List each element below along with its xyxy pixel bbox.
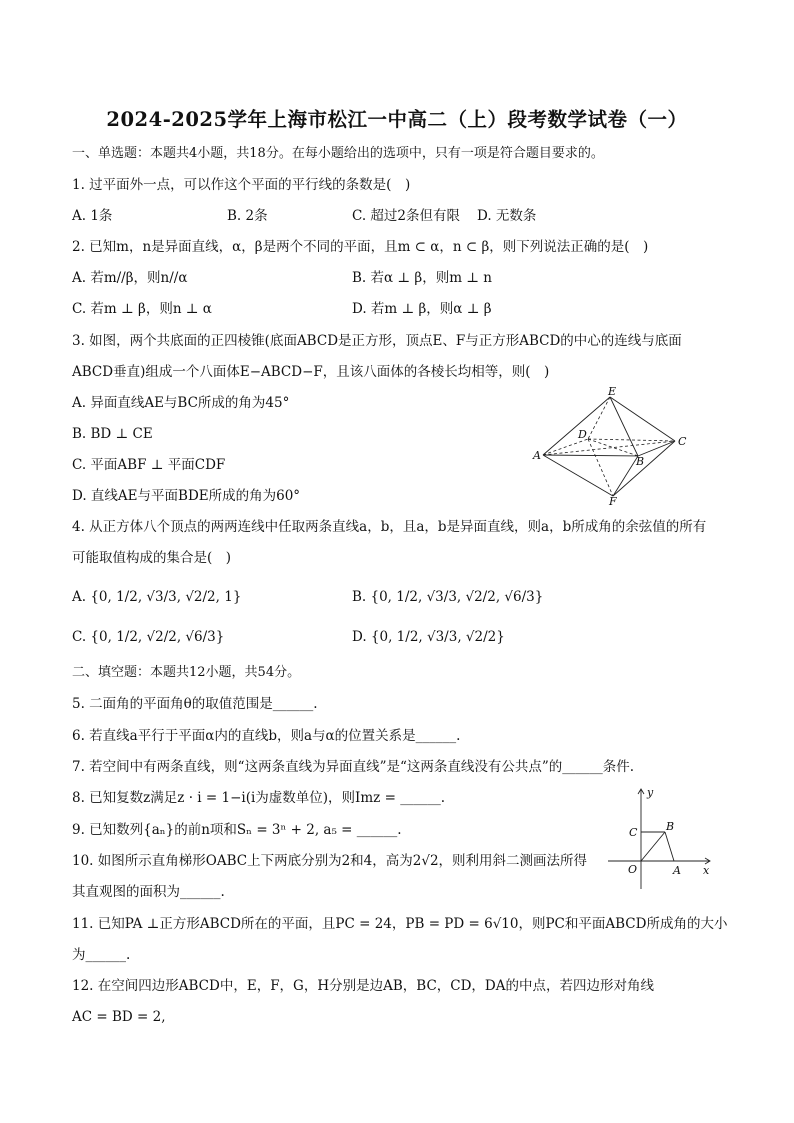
trapezoid-coordinate-figure (608, 785, 718, 890)
question-11-line1: 11. 已知PA ⊥正方形ABCD所在的平面，且PC = 24，PB = PD = 6√10，则PC和平面ABCD所成角的大小 (72, 916, 728, 932)
question-8: 8. 已知复数z满足z · i = 1−i(i为虚数单位)，则Imz = ______. (72, 790, 445, 806)
question-4-option-b: B. {0, 1/2, √3/3, √2/2, √6/3} (352, 589, 544, 605)
question-2-option-d: D. 若m ⊥ β，则α ⊥ β (352, 301, 492, 317)
question-4-option-c: C. {0, 1/2, √2/2, √6/3} (72, 629, 225, 645)
question-4-stem-line2: 可能取值构成的集合是( ) (72, 550, 232, 566)
point-label-a: A (673, 864, 681, 877)
question-1-option-d: D. 无数条 (477, 208, 537, 224)
edge-ec (610, 397, 675, 441)
vertex-label-a: A (533, 449, 541, 462)
axis-label-y: y (647, 786, 654, 799)
question-12-line1: 12. 在空间四边形ABCD中，E，F，G，H分别是边AB，BC，CD，DA的中点，若四边形对角线 (72, 978, 655, 994)
segment-ob (641, 832, 665, 861)
vertex-label-d: D (578, 428, 587, 441)
point-label-o: O (628, 863, 638, 876)
question-1-option-a: A. 1条 (72, 208, 113, 224)
edge-dc-hidden (588, 439, 675, 441)
axis-label-x: x (703, 864, 710, 877)
octahedron-figure (530, 385, 695, 505)
edge-ea (543, 397, 610, 455)
question-3-option-b: B. BD ⊥ CE (72, 426, 153, 442)
edge-cf (613, 441, 675, 496)
question-1-option-c: C. 超过2条但有限 (352, 208, 461, 224)
vertex-label-b: B (636, 455, 645, 468)
question-4-option-a: A. {0, 1/2, √3/3, √2/2, 1} (72, 589, 242, 605)
question-2-option-c: C. 若m ⊥ β，则n ⊥ α (72, 301, 212, 317)
edge-ed-hidden (588, 397, 610, 439)
question-2-stem: 2. 已知m，n是异面直线，α，β是两个不同的平面，且m ⊂ α，n ⊂ β，则下列说法正确的是( ) (72, 239, 649, 255)
question-2-option-a: A. 若m//β，则n//α (72, 270, 188, 286)
question-2-option-b: B. 若α ⊥ β，则m ⊥ n (352, 270, 492, 286)
vertex-label-f: F (609, 495, 617, 505)
section-heading-fill-blank: 二、填空题：本题共12小题，共54分。 (72, 665, 301, 680)
question-10-line2: 其直观图的面积为______. (72, 884, 225, 900)
question-3-option-a: A. 异面直线AE与BC所成的角为45° (72, 395, 290, 411)
edge-bf (613, 456, 638, 496)
question-9: 9. 已知数列{aₙ}的前n项和Sₙ = 3ⁿ + 2, a₅ = ______. (72, 822, 402, 838)
question-4-stem-line1: 4. 从正方体八个顶点的两两连线中任取两条直线a，b，且a，b是异面直线，则a，b所成角的余弦值的所有 (72, 519, 707, 535)
question-1-stem: 1. 过平面外一点，可以作这个平面的平行线的条数是( ) (72, 177, 411, 193)
page-title: 2024-2025学年上海市松江一中高二（上）段考数学试卷（一） (106, 108, 688, 131)
section-heading-single-choice: 一、单选题：本题共4小题，共18分。在每小题给出的选项中，只有一项是符合题目要求的。 (72, 146, 604, 161)
edge-ab (543, 455, 638, 456)
question-6: 6. 若直线a平行于平面α内的直线b，则a与α的位置关系是______. (72, 728, 461, 744)
question-5: 5. 二面角的平面角θ的取值范围是______. (72, 696, 318, 712)
question-4-option-d: D. {0, 1/2, √3/3, √2/2} (352, 629, 505, 645)
question-3-option-d: D. 直线AE与平面BDE所成的角为60° (72, 488, 301, 504)
edge-bc (638, 441, 675, 456)
diagonal-ac-hidden (543, 441, 675, 455)
vertex-label-c: C (678, 435, 687, 448)
diagonal-db-hidden (588, 439, 638, 456)
point-label-b: B (666, 820, 675, 833)
question-7: 7. 若空间中有两条直线，则“这两条直线为异面直线”是“这两条直线没有公共点”的______条件. (72, 759, 635, 775)
question-12-line2: AC = BD = 2, (72, 1009, 166, 1025)
question-3-option-c: C. 平面ABF ⊥ 平面CDF (72, 457, 226, 473)
point-label-c: C (629, 826, 638, 839)
question-11-line2: 为______. (72, 947, 131, 963)
question-3-stem-line1: 3. 如图，两个共底面的正四棱锥(底面ABCD是正方形，顶点E、F与正方形ABCD的中心的连线与底面 (72, 333, 682, 349)
edge-df-hidden (588, 439, 613, 496)
vertex-label-e: E (608, 385, 617, 398)
question-3-stem-line2: ABCD垂直)组成一个八面体E−ABCD−F，且该八面体的各棱长均相等，则( ) (72, 364, 550, 380)
edge-af (543, 455, 613, 496)
question-1-option-b: B. 2条 (227, 208, 268, 224)
segment-ba (665, 832, 674, 861)
question-10-line1: 10. 如图所示直角梯形OABC上下两底分别为2和4，高为2√2，则利用斜二测画法所得 (72, 853, 588, 869)
